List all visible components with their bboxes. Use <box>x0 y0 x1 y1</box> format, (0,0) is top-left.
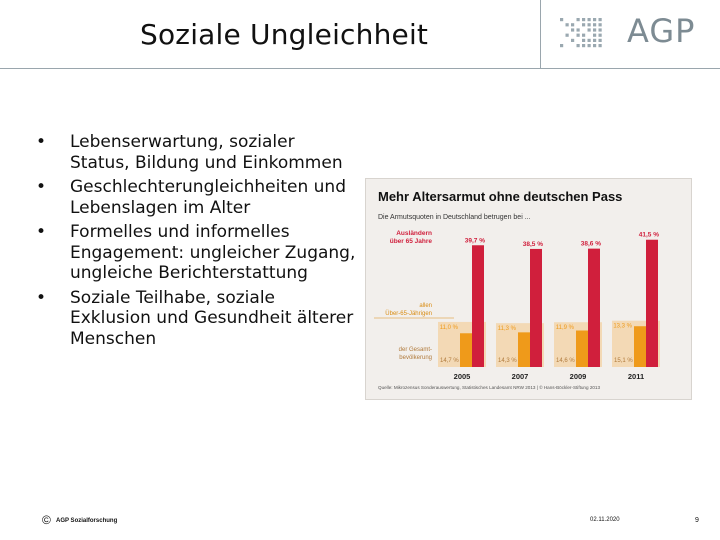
logo-dot <box>593 39 596 42</box>
logo-dot <box>582 23 585 26</box>
bullet-item <box>36 288 356 350</box>
bullet-dot: • <box>36 222 47 242</box>
x-tick-label: 2007 <box>511 372 529 381</box>
x-tick-label: 2009 <box>569 372 587 381</box>
label-auslaender: 39,7 % <box>464 237 485 245</box>
legend-gesamt-2: bevölkerung <box>399 355 432 361</box>
label-ueber65: 11,0 % <box>439 324 458 331</box>
legend-auslaender-2: über 65 Jahre <box>389 238 432 245</box>
agp-logo-text: AGP <box>627 12 696 50</box>
x-tick-label: 2011 <box>627 372 645 381</box>
legend-gesamt-1: der Gesamt- <box>398 347 432 353</box>
bullet-dot: • <box>36 287 47 308</box>
label-gesamt: 14,3 % <box>498 358 517 364</box>
logo-dot <box>582 18 585 21</box>
logo-dot <box>577 34 580 37</box>
poverty-chart <box>365 178 692 400</box>
label-auslaender: 41,5 % <box>638 231 659 239</box>
label-ueber65: 11,3 % <box>497 326 516 333</box>
logo-dot <box>588 39 591 42</box>
logo-dot <box>582 39 585 42</box>
bullet-text: Lebenserwartung, sozialer Status, Bildung und Einkommen <box>70 132 343 173</box>
bar-auslaender <box>530 249 542 367</box>
logo-dot <box>593 18 596 21</box>
logo-dot <box>588 23 591 26</box>
logo-dot <box>566 34 569 37</box>
legend-ueber65-2: Über-65-Jährigen <box>385 311 432 317</box>
logo-dot <box>599 44 602 47</box>
label-gesamt: 14,6 % <box>556 358 575 364</box>
logo-dot <box>588 28 591 31</box>
logo-dot <box>560 18 563 21</box>
chart-source: Quelle: Mikrozensus Sonderauswertung, Statistisches Landesamt NRW 2013 | © Hans-Böckler-Stiftung 2013 <box>378 385 601 390</box>
bullet-item <box>36 222 356 284</box>
bullet-dot: • <box>36 132 47 152</box>
bar-ueber65 <box>460 333 472 367</box>
label-ueber65: 13,3 % <box>613 323 632 330</box>
label-auslaender: 38,5 % <box>522 240 543 248</box>
logo-dot <box>599 18 602 21</box>
logo-dot <box>588 44 591 47</box>
label-gesamt: 15,1 % <box>614 358 633 364</box>
logo-dot <box>593 28 596 31</box>
logo-dot <box>571 39 574 42</box>
logo-dot <box>593 23 596 26</box>
legend-auslaender-1: Ausländern <box>396 230 432 237</box>
bar-auslaender <box>646 240 658 367</box>
label-auslaender: 38,6 % <box>580 240 601 248</box>
legend-ueber65-1: allen <box>419 303 432 309</box>
logo-dot <box>593 44 596 47</box>
bar-ueber65 <box>518 332 530 367</box>
label-gesamt: 14,7 % <box>440 358 459 364</box>
copyright-icon: © <box>42 513 51 527</box>
logo-dot <box>588 18 591 21</box>
bar-auslaender <box>588 249 600 367</box>
header-vertical-divider <box>540 0 541 68</box>
footer-org: AGP Sozialforschung <box>56 518 118 524</box>
chart-title: Mehr Altersarmut ohne deutschen Pass <box>378 189 623 204</box>
x-tick-label: 2005 <box>453 372 471 381</box>
logo-dot <box>566 23 569 26</box>
bullet-text: Formelles und informelles Engagement: ungleicher Zugang, ungleiche Berichterstattung <box>70 222 356 283</box>
logo-dot <box>582 44 585 47</box>
bar-ueber65 <box>634 326 646 367</box>
bullet-dot: • <box>36 177 47 197</box>
bullet-text: Geschlechterungleichheiten und Lebenslagen im Alter <box>70 177 346 218</box>
chart-subtitle: Die Armutsquoten in Deutschland betrugen bei ... <box>378 214 531 221</box>
bullet-text: Soziale Teilhabe, soziale Exklusion und Gesundheit älterer Menschen <box>70 287 354 349</box>
logo-dot <box>593 34 596 37</box>
logo-dot <box>599 34 602 37</box>
logo-dot <box>571 23 574 26</box>
bar-auslaender <box>472 245 484 367</box>
logo-dot <box>577 28 580 31</box>
bar-ueber65 <box>576 331 588 367</box>
slide-title: Soziale Ungleichheit <box>140 18 429 51</box>
bullet-item <box>36 177 356 218</box>
logo-dot <box>582 34 585 37</box>
bullet-item <box>36 132 356 173</box>
logo-dot <box>571 28 574 31</box>
logo-dot <box>599 28 602 31</box>
header-divider <box>0 68 720 69</box>
logo-dot <box>599 39 602 42</box>
page-number: 9 <box>695 517 699 524</box>
chart-canvas <box>366 179 693 401</box>
bullet-list <box>36 132 356 353</box>
label-ueber65: 11,9 % <box>555 325 574 332</box>
logo-dot <box>560 44 563 47</box>
footer-date: 02.11.2020 <box>590 517 620 523</box>
logo-dot <box>577 44 580 47</box>
logo-dot <box>599 23 602 26</box>
logo-dot <box>577 18 580 21</box>
